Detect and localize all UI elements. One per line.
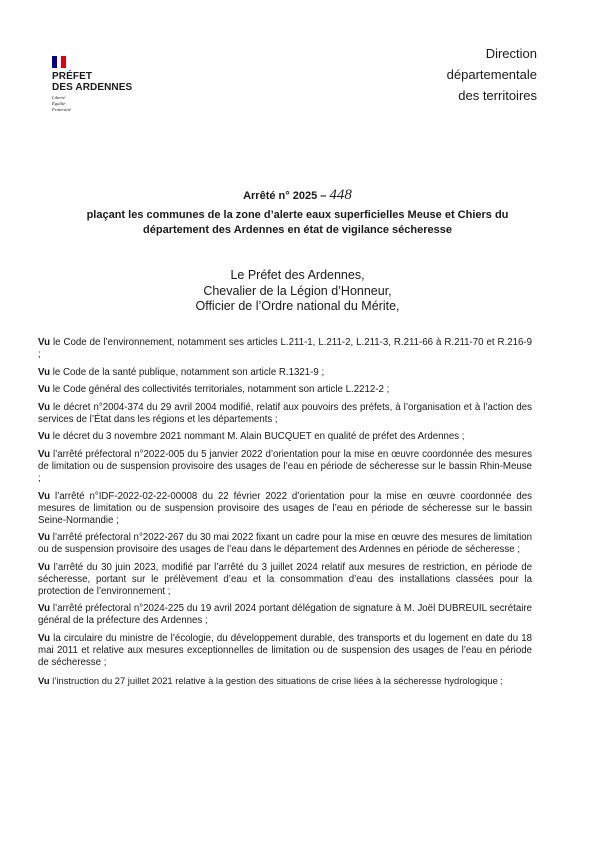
visa-text: le décret n°2004-374 du 29 avril 2004 modifié, relatif aux pouvoirs des préfets, à l’organisation et à l’action des services de l’État dans les régions et les départements ; (38, 401, 532, 425)
visa-text: l’arrêté préfectoral n°2022-005 du 5 janvier 2022 d’orientation pour la mise en œuvre coordonnée des mesures de limitation ou de suspension provisoire des usages de l’eau en période de sécheresse sur le bassin Rhin-Meuse ; (38, 448, 532, 484)
visas-list (38, 337, 532, 692)
logo-title (52, 71, 162, 93)
visa-vu: Vu (38, 384, 51, 396)
french-flag-icon (52, 56, 66, 68)
visa-vu: Vu (38, 603, 51, 615)
visa-vu: Vu (38, 632, 51, 644)
visa-vu: Vu (38, 431, 51, 443)
prefet-logo (52, 56, 162, 112)
logo-motto (52, 95, 162, 112)
visa-item (38, 532, 532, 556)
visa-vu: Vu (38, 401, 51, 413)
visa-item (38, 603, 532, 627)
logo-title-line2: DES ARDENNES (52, 82, 133, 93)
visa-item (38, 367, 532, 379)
motto-fraternite: Fraternité (52, 106, 71, 112)
motto-liberte: Liberté (52, 95, 66, 100)
visa-item (38, 431, 532, 443)
visa-text: l’arrêté du 30 juin 2023, modifié par l’arrêté du 3 juillet 2024 relatif aux mesures de restriction, en période de sécheresse, portant sur le prélèvement d’eau et la consommation d’eau des installations classées pour la protection de l’environnement ; (38, 561, 532, 597)
visa-item (38, 384, 532, 396)
visa-vu: Vu (38, 366, 51, 378)
visa-vu: Vu (38, 337, 51, 348)
prefet-line2: Chevalier de la Légion d’Honneur, (203, 283, 392, 298)
visa-item (38, 402, 532, 426)
visa-vu: Vu (38, 674, 50, 686)
visa-text: le Code de l’environnement, notamment ses articles L.211-1, L.211-2, L.211-3, R.211-66 à R.211-70 et R.216-9 ; (38, 337, 532, 360)
visa-vu: Vu (38, 490, 51, 502)
subject-line1: plaçant les communes de la zone d’alerte eaux superficielles Meuse et Chiers du (86, 209, 509, 221)
direction-line3: des territoires (458, 88, 537, 103)
prefet-line1: Le Préfet des Ardennes, (230, 268, 365, 282)
visa-item (38, 633, 532, 669)
visa-text: le décret du 3 novembre 2021 nommant M. Alain BUCQUET en qualité de préfet des Ardennes ; (50, 431, 465, 443)
visa-text: l’arrêté préfectoral n°2024-225 du 19 avril 2024 portant délégation de signature à M. Joël DUBREUIL secrétaire général de la préfecture des Ardennes ; (38, 603, 532, 627)
direction-line2: départementale (446, 67, 537, 82)
handwritten-number: 448 (329, 187, 352, 203)
visa-text: le Code général des collectivités territoriales, notamment son article L.2212-2 ; (50, 384, 390, 396)
visa-item (38, 491, 532, 527)
visa-text: l’arrêté n°IDF-2022-02-22-00008 du 22 février 2022 d’orientation pour la mise en œuvre coordonnée des mesures de limitation ou de suspension provisoire des usages de l’eau en période de sécheresse sur le bassin Seine-Normandie ; (38, 490, 532, 526)
visa-text: le Code de la santé publique, notamment son article R.1321-9 ; (50, 366, 325, 378)
visa-text: l’instruction du 27 juillet 2021 relative à la gestion des situations de crise liées à la sécheresse hydrologique ; (49, 674, 504, 686)
issuing-direction (447, 43, 537, 106)
direction-line1: Direction (485, 46, 537, 61)
visa-text: l’arrêté préfectoral n°2022-267 du 30 mai 2022 fixant un cadre pour la mise en œuvre des mesures de limitation ou de suspension provisoire des usages de l’eau dans le département des Ardennes en période de sécheresse ; (38, 532, 532, 556)
visa-item (38, 449, 532, 485)
visa-vu: Vu (38, 448, 51, 460)
prefet-line3: Officier de l’Ordre national du Mérite, (195, 299, 400, 313)
arrete-title-prefix: Arrêté n° 2025 – (243, 190, 327, 202)
visa-item (38, 337, 532, 361)
prefet-block (0, 268, 595, 315)
visa-vu: Vu (38, 561, 51, 573)
logo-title-line1: PRÉFET (52, 71, 93, 82)
visa-item (38, 675, 532, 687)
visa-vu: Vu (38, 532, 51, 544)
subject-line2: département des Ardennes en état de vigilance sécheresse (143, 224, 452, 236)
visa-text: la circulaire du ministre de l’écologie, du développement durable, des transports et du logement en date du 18 mai 2011 et relative aux mesures exceptionnelles de limitation ou de suspension des usages de l’eau en période de sécheresse ; (38, 632, 532, 668)
arrete-subject (30, 208, 565, 238)
arrete-title (0, 187, 595, 204)
motto-egalite: Égalité (52, 100, 66, 106)
visa-item (38, 562, 532, 598)
